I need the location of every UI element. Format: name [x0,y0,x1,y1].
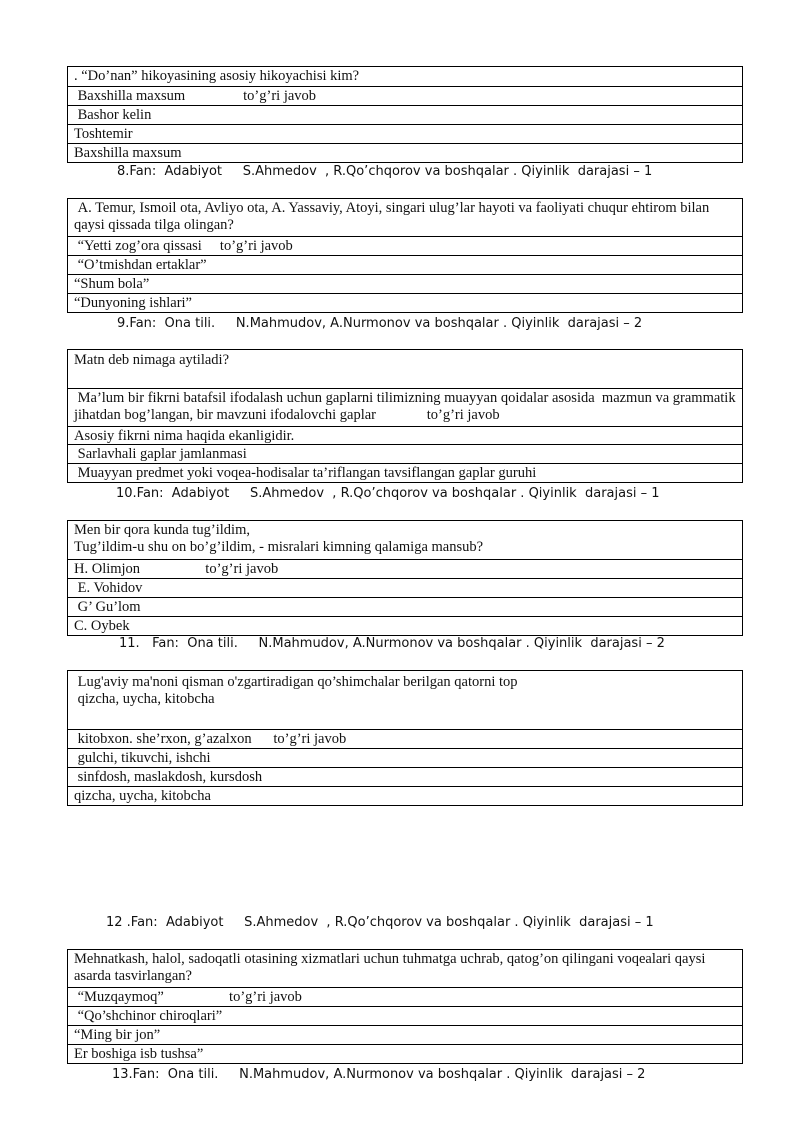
answer-option: “Muzqaymoq” to’g’ri javob [68,988,742,1007]
answer-option: Sarlavhali gaplar jamlanmasi [68,445,742,464]
answer-option: H. Olimjon to’g’ri javob [68,560,742,579]
answer-option: “Qo’shchinor chiroqlari” [68,1007,742,1026]
question-text: A. Temur, Ismoil ota, Avliyo ota, A. Yassaviy, Atoyi, singari ulug’lar hayoti va faoliyati chuqur ehtirom bilan qaysi qissada tilga olingan? [68,199,742,237]
question-text: . “Do’nan” hikoyasining asosiy hikoyachisi kim? [68,67,742,87]
answer-option: “Shum bola” [68,275,742,294]
answer-option: sinfdosh, maslakdosh, kursdosh [68,768,742,787]
answer-option: Toshtemir [68,125,742,144]
answer-option: Asosiy fikrni nima haqida ekanligidir. [68,427,742,445]
question-table-10 [67,520,743,636]
answer-option: C. Oybek [68,617,742,636]
question-table-12 [67,949,743,1064]
answer-option: Baxshilla maxsum to’g’ri javob [68,87,742,106]
question-text: Matn deb nimaga aytiladi? [68,350,742,389]
section-header-13: 13.Fan: Ona tili. N.Mahmudov, A.Nurmonov va boshqalar . Qiyinlik darajasi – 2 [112,1067,646,1082]
answer-option: kitobxon. she’rxon, g’azalxon to’g’ri javob [68,730,742,749]
section-header-12: 12 .Fan: Adabiyot S.Ahmedov , R.Qo’chqorov va boshqalar . Qiyinlik darajasi – 1 [106,915,654,930]
answer-option: “Yetti zog’ora qissasi to’g’ri javob [68,237,742,256]
question-table-7 [67,66,743,163]
section-header-9: 9.Fan: Ona tili. N.Mahmudov, A.Nurmonov va boshqalar . Qiyinlik darajasi – 2 [117,316,643,331]
answer-option: gulchi, tikuvchi, ishchi [68,749,742,768]
answer-option: G’ Gu’lom [68,598,742,617]
answer-option: qizcha, uycha, kitobcha [68,787,742,806]
question-table-11 [67,670,743,806]
answer-option: Ma’lum bir fikrni batafsil ifodalash uchun gaplarni tilimizning muayyan qoidalar asosida mazmun va grammatik jihatdan bog’langan, bir mavzuni ifodalovchi gaplar to’g’ri javob [68,389,742,427]
section-header-10: 10.Fan: Adabiyot S.Ahmedov , R.Qo’chqorov va boshqalar . Qiyinlik darajasi – 1 [116,486,660,501]
answer-option: Bashor kelin [68,106,742,125]
question-table-8 [67,198,743,313]
answer-option: Baxshilla maxsum [68,144,742,163]
section-header-11: 11. Fan: Ona tili. N.Mahmudov, A.Nurmonov va boshqalar . Qiyinlik darajasi – 2 [119,636,665,651]
question-text: Mehnatkash, halol, sadoqatli otasining xizmatlari uchun tuhmatga uchrab, qatog’on qilingani voqealari qaysi asarda tasvirlangan? [68,950,742,988]
answer-option: “O’tmishdan ertaklar” [68,256,742,275]
answer-option: Muayyan predmet yoki voqea-hodisalar ta’riflangan tavsiflangan gaplar guruhi [68,464,742,483]
section-header-8: 8.Fan: Adabiyot S.Ahmedov , R.Qo’chqorov va boshqalar . Qiyinlik darajasi – 1 [117,164,653,179]
question-text: Men bir qora kunda tug’ildim, Tug’ildim-u shu on bo’g’ildim, - misralari kimning qalamiga mansub? [68,521,742,560]
answer-option: “Ming bir jon” [68,1026,742,1045]
answer-option: “Dunyoning ishlari” [68,294,742,313]
answer-option: E. Vohidov [68,579,742,598]
answer-option: Er boshiga isb tushsa” [68,1045,742,1064]
question-text: Lug'aviy ma'noni qisman o'zgartiradigan qo’shimchalar berilgan qatorni top qizcha, uycha, kitobcha [68,671,742,730]
question-table-9 [67,349,743,483]
